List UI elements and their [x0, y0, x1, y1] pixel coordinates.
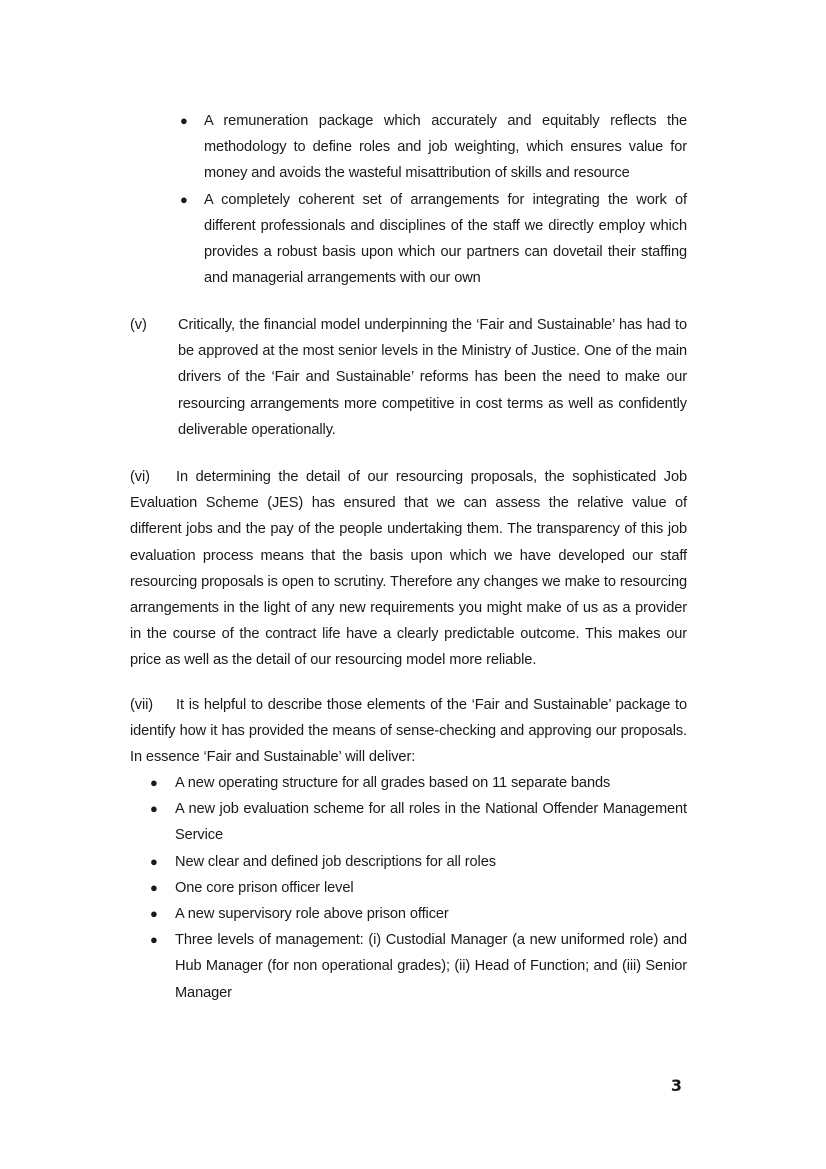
paragraph-text: It is helpful to describe those elements of the ‘Fair and Sustainable’ package to identify how it has provided the means of sense-checking and approving our proposals. In essence ‘Fair and Sustainable’ will deliver: — [130, 697, 687, 766]
list-item-text: New clear and defined job descriptions for all roles — [175, 853, 496, 870]
list-item — [150, 875, 687, 901]
list-item-text: A completely coherent set of arrangements for integrating the work of different professionals and disciplines of the staff we directly employ which provides a robust basis upon which our partners can dovetail their staffing and managerial arrangements with our own — [204, 191, 687, 287]
bullet-icon: ● — [150, 853, 158, 869]
list-item — [150, 849, 687, 875]
bullet-icon: ● — [180, 191, 188, 207]
list-item-text: Three levels of management: (i) Custodial Manager (a new uniformed role) and Hub Manager (for non operational grades); (ii) Head of Function; and (iii) Senior Manager — [175, 932, 687, 1001]
bullet-icon: ● — [150, 906, 158, 922]
list-item-text: A new job evaluation scheme for all roles in the National Offender Management Service — [175, 801, 687, 844]
paragraph-vii — [130, 692, 687, 771]
bullet-icon: ● — [150, 879, 158, 895]
list-item — [150, 796, 687, 848]
bullet-icon: ● — [150, 932, 158, 948]
bullet-icon: ● — [180, 113, 188, 128]
paragraph-text: In determining the detail of our resourcing proposals, the sophisticated Job Evaluation Scheme (JES) has ensured that we can assess the relative value of different jobs and the pay of the people undertaking them. The transparency of this job evaluation process means that the basis upon which we have developed our staff resourcing proposals is open to scrutiny. Therefore any changes we make to resourcing arrangements in the light of any new requirements you might make of us as a provider in the course of the contract life have a clearly predictable outcome. This makes our price as well as the detail of our resourcing model more reliable. — [130, 469, 687, 669]
paragraph-number: (v) — [130, 317, 147, 333]
page-number: 3 — [670, 1076, 682, 1095]
paragraph-number: (vii) — [130, 697, 154, 713]
bullet-icon: ● — [150, 775, 158, 790]
paragraph-text: Critically, the financial model underpinning the ‘Fair and Sustainable’ has had to be approved at the most senior levels in the Ministry of Justice. One of the main drivers of the ‘Fair and Sustainable’ reforms has been the need to make our resourcing arrangements more competitive in cost terms as well as confidently deliverable operationally. — [178, 317, 687, 438]
bottom-bullet-list — [150, 770, 687, 1006]
list-item-text: One core prison officer level — [175, 879, 354, 896]
top-bullet-list — [180, 108, 687, 291]
paragraph-number: (vi) — [130, 469, 150, 485]
paragraph-vi — [130, 464, 687, 674]
list-item — [150, 901, 687, 927]
paragraph-v — [130, 312, 687, 443]
list-item — [150, 770, 687, 796]
list-item-text: A remuneration package which accurately and equitably reflects the methodology to define roles and job weighting, which ensures value for money and avoids the wasteful misattribution of skills and resource — [204, 113, 687, 182]
list-item-text: A new supervisory role above prison officer — [175, 906, 449, 923]
list-item — [150, 927, 687, 1006]
list-item — [180, 108, 687, 187]
list-item-text: A new operating structure for all grades based on 11 separate bands — [175, 775, 611, 791]
list-item — [180, 187, 687, 292]
bullet-icon: ● — [150, 801, 158, 817]
